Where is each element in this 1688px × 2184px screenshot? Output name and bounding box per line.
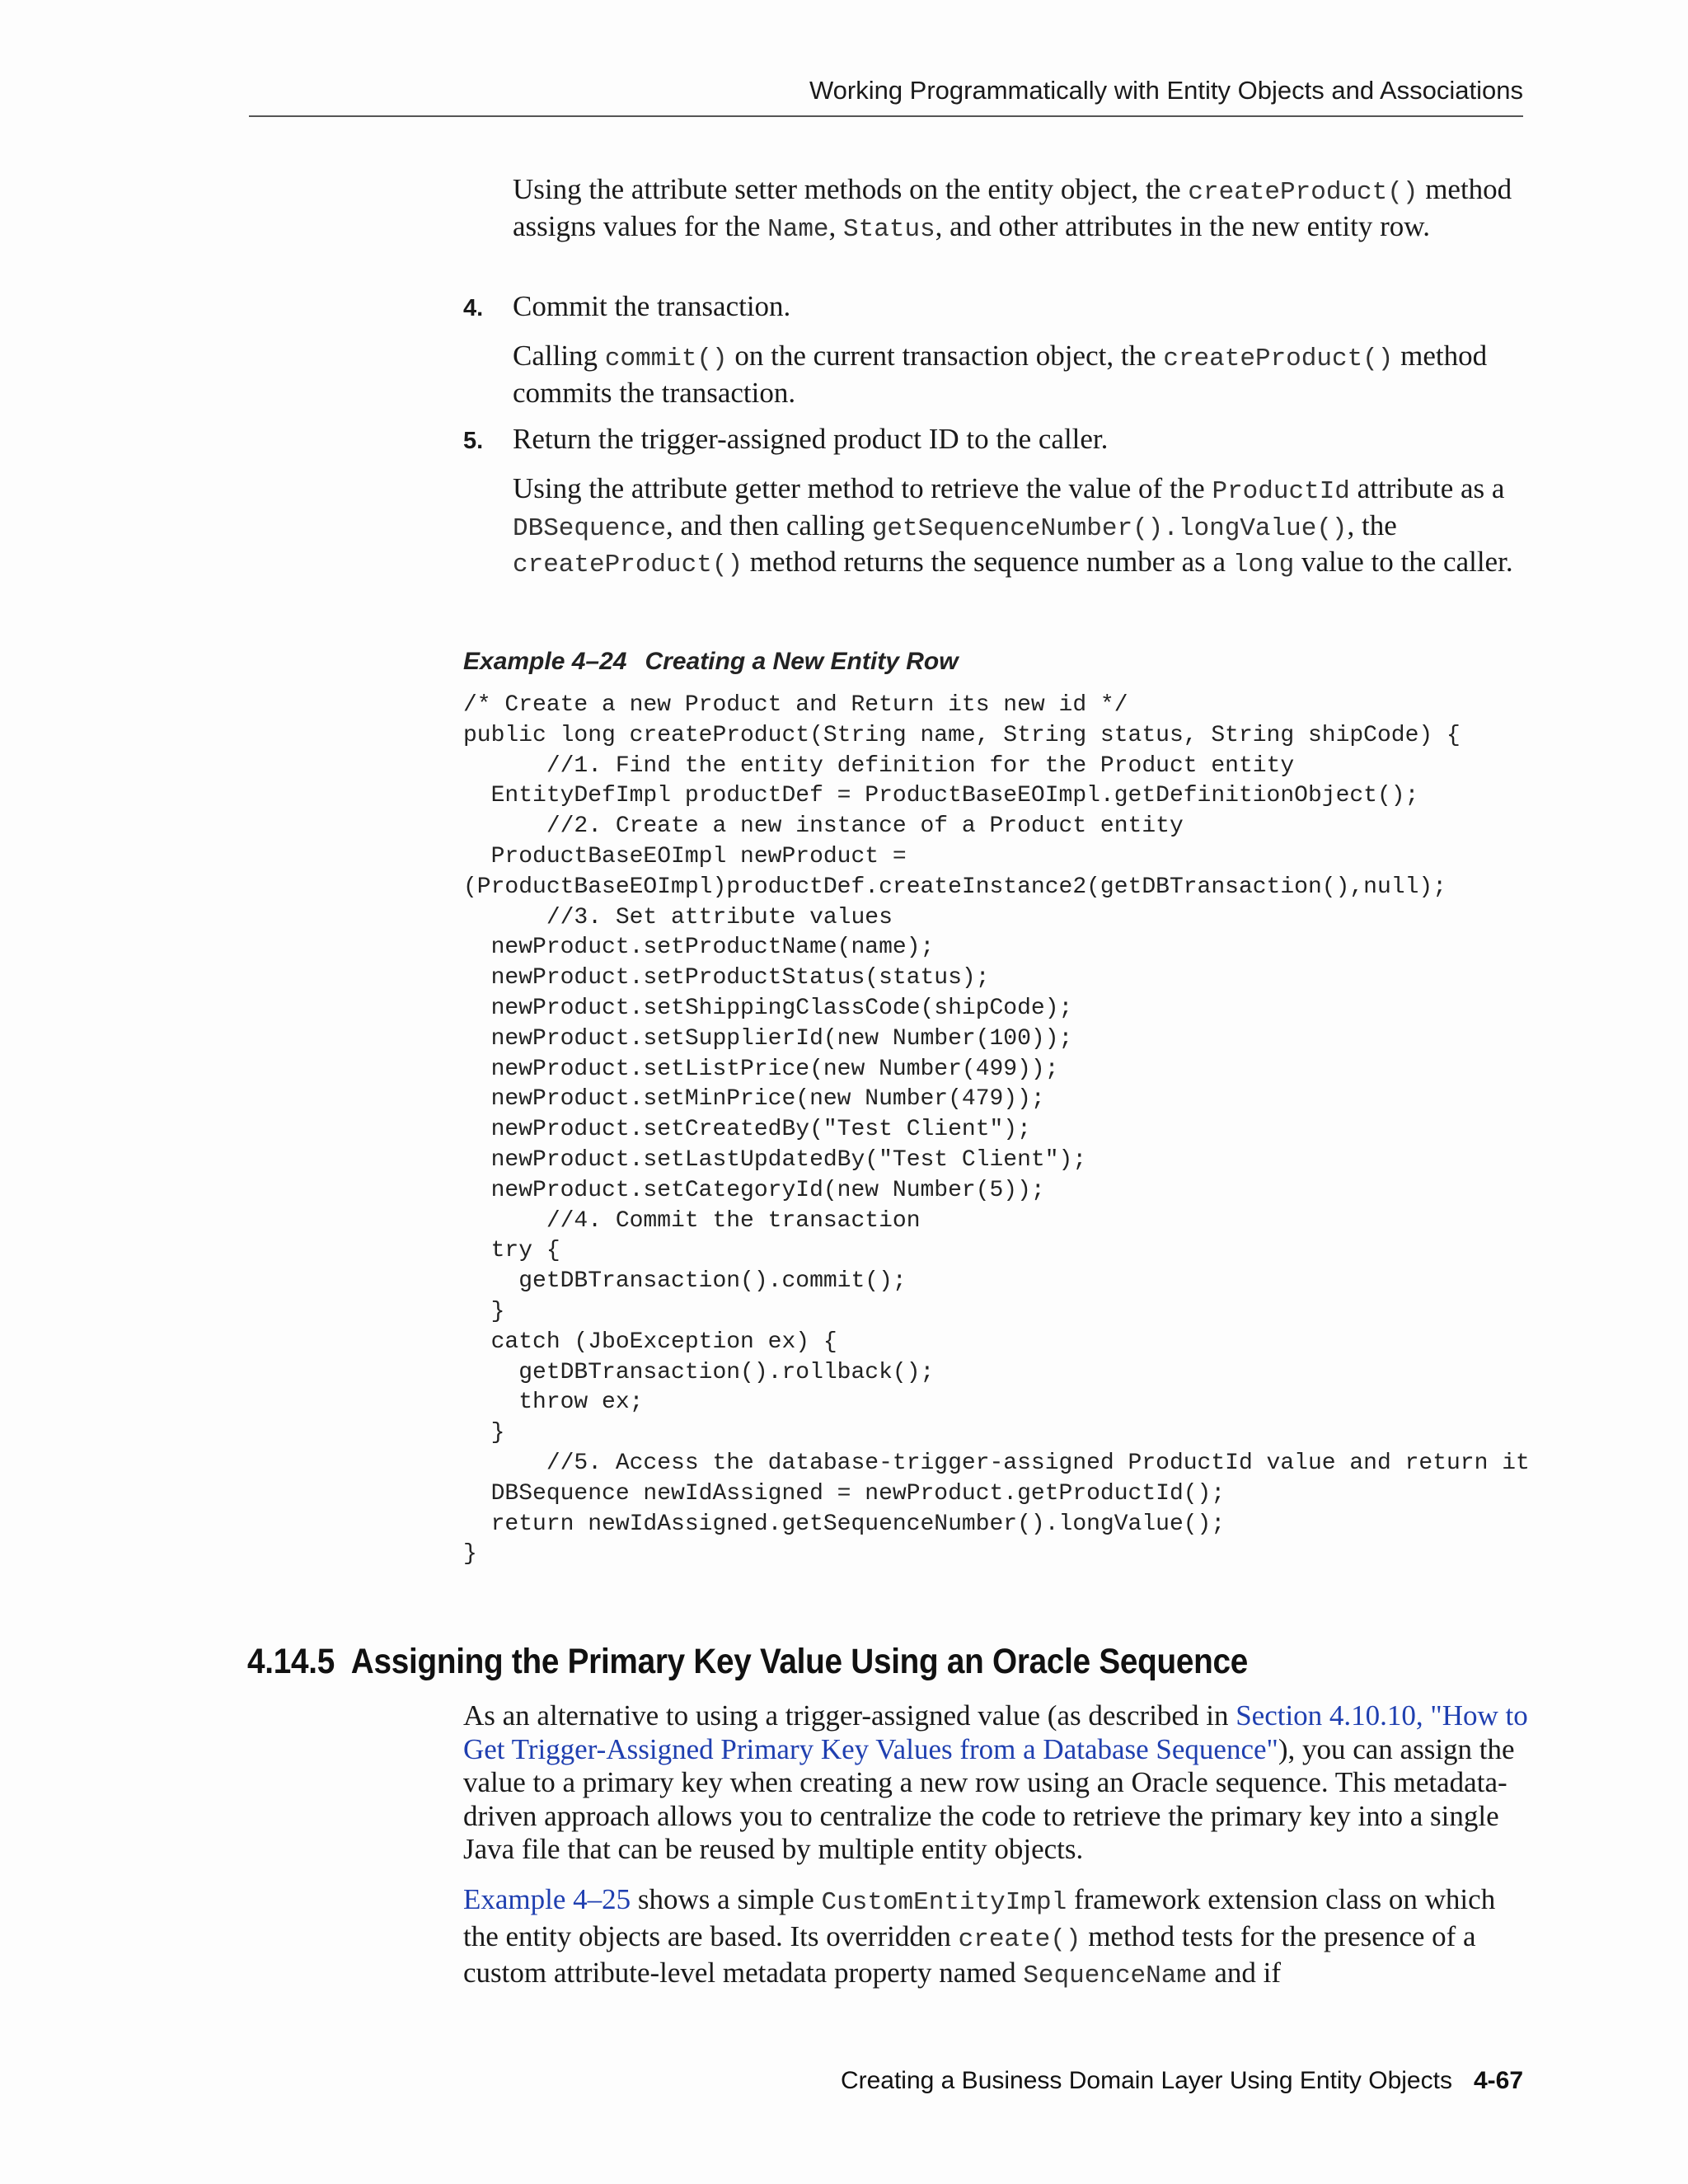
text: , and then calling xyxy=(666,509,872,541)
text: , and other attributes in the new entity row. xyxy=(935,209,1431,242)
header-divider xyxy=(249,115,1523,117)
code-line: } xyxy=(463,1420,505,1446)
code-create-product: createProduct() xyxy=(1163,344,1394,373)
step-number: 4. xyxy=(463,295,484,321)
code-getsequencenumber: getSequenceNumber().longValue() xyxy=(871,513,1348,543)
page-number: 4-67 xyxy=(1473,2067,1523,2094)
example-4-25-link[interactable]: Example 4–25 xyxy=(463,1883,631,1915)
code-create-product: createProduct() xyxy=(513,551,743,579)
code-customentityimpl: CustomEntityImpl xyxy=(821,1888,1067,1917)
step-number: 5. xyxy=(463,428,484,454)
code-line: } xyxy=(463,1298,505,1324)
code-line: throw ex; xyxy=(463,1390,644,1416)
text: Calling xyxy=(513,340,605,372)
running-header: Working Programmatically with Entity Objects and Associations xyxy=(809,76,1523,105)
text: framework extension class on which the entity objects are based. Its overridden xyxy=(463,1883,1496,1952)
code-line: catch (JboException ex) { xyxy=(463,1329,837,1355)
example-number: Example 4–24 xyxy=(463,648,627,675)
code-line: newProduct.setShippingClassCode(shipCode); xyxy=(463,995,1073,1021)
code-line: newProduct.setListPrice(new Number(499)); xyxy=(463,1056,1059,1082)
code-line: ProductBaseEOImpl newProduct = xyxy=(463,843,907,869)
code-line: newProduct.setSupplierId(new Number(100)); xyxy=(463,1025,1073,1052)
code-line: newProduct.setLastUpdatedBy("Test Client"); xyxy=(463,1146,1087,1173)
section-title: Assigning the Primary Key Value Using an Oracle Sequence xyxy=(350,1642,1249,1681)
code-line: newProduct.setCreatedBy("Test Client"); xyxy=(463,1117,1031,1143)
code-line: public long createProduct(String name, String status, String shipCode) { xyxy=(463,722,1461,748)
text: , xyxy=(828,209,844,242)
code-line: (ProductBaseEOImpl)productDef.createInstance2(getDBTransaction(),null); xyxy=(463,874,1447,900)
step-5 xyxy=(463,423,1108,457)
code-line: newProduct.setCategoryId(new Number(5)); xyxy=(463,1177,1045,1203)
step-4-description xyxy=(513,340,1531,410)
code-long: long xyxy=(1232,551,1295,579)
text: ), you can assign the value to a primary key when creating a new row using an Oracle sequence. This metadata-driven approach allows you to centralize the code to retrieve the primary key into a single Java file that can be reused by multiple entity objects. xyxy=(463,1732,1515,1865)
code-line: DBSequence newIdAssigned = newProduct.getProductId(); xyxy=(463,1480,1226,1507)
page-footer xyxy=(841,2067,1523,2095)
code-line: newProduct.setProductStatus(status); xyxy=(463,965,990,991)
section-paragraph-2 xyxy=(463,1883,1531,1994)
code-name: Name xyxy=(767,214,829,244)
code-line: //5. Access the database-trigger-assigned ProductId value and return it xyxy=(463,1450,1530,1476)
text: , the xyxy=(1347,509,1397,541)
section-paragraph-1 xyxy=(463,1699,1531,1867)
code-line: getDBTransaction().commit(); xyxy=(463,1268,907,1295)
step-5-description xyxy=(513,472,1531,583)
code-create: create() xyxy=(958,1924,1081,1954)
text: Using the attribute getter method to retrieve the value of the xyxy=(513,472,1212,504)
code-commit: commit() xyxy=(604,344,728,373)
code-line: getDBTransaction().rollback(); xyxy=(463,1359,935,1385)
example-caption xyxy=(463,648,959,676)
code-line: newProduct.setMinPrice(new Number(479)); xyxy=(463,1086,1045,1113)
footer-chapter-title: Creating a Business Domain Layer Using Entity Objects xyxy=(840,2067,1452,2094)
text: value to the caller. xyxy=(1294,546,1513,578)
text: Using the attribute setter methods on the entity object, the xyxy=(513,173,1189,205)
code-listing xyxy=(463,691,1530,1570)
step-4 xyxy=(463,290,790,325)
text: attribute as a xyxy=(1349,472,1505,504)
code-line: //4. Commit the transaction xyxy=(463,1207,921,1234)
code-line: return newIdAssigned.getSequenceNumber().longValue(); xyxy=(463,1511,1226,1537)
step-title: Commit the transaction. xyxy=(513,290,791,322)
code-line: newProduct.setProductName(name); xyxy=(463,935,935,961)
code-line: //1. Find the entity definition for the Product entity xyxy=(463,752,1295,779)
text: shows a simple xyxy=(631,1883,822,1915)
step-3-description xyxy=(513,173,1531,246)
code-productid: ProductId xyxy=(1212,477,1350,506)
code-status: Status xyxy=(843,214,935,244)
code-line: //3. Set attribute values xyxy=(463,904,893,930)
code-line: //2. Create a new instance of a Product entity xyxy=(463,813,1184,840)
code-line: EntityDefImpl productDef = ProductBaseEOImpl.getDefinitionObject(); xyxy=(463,783,1419,809)
step-title: Return the trigger-assigned product ID to the caller. xyxy=(513,423,1109,455)
text: and if xyxy=(1207,1957,1281,1989)
text: As an alternative to using a trigger-assigned value (as described in xyxy=(463,1699,1236,1732)
code-line: try { xyxy=(463,1238,560,1264)
example-title: Creating a New Entity Row xyxy=(645,648,959,675)
code-sequencename: SequenceName xyxy=(1023,1961,1207,1990)
section-number: 4.14.5 xyxy=(247,1642,335,1681)
section-heading xyxy=(247,1642,1248,1682)
code-dbsequence: DBSequence xyxy=(513,513,667,543)
text: method commits the transaction. xyxy=(513,340,1488,409)
code-line: /* Create a new Product and Return its new id */ xyxy=(463,692,1128,718)
text: on the current transaction object, the xyxy=(727,340,1164,372)
text: method returns the sequence number as a xyxy=(743,546,1233,578)
section-4-10-10-link[interactable]: Section 4.10.10, "How to Get Trigger-Assigned Primary Key Values from a Database Sequence" xyxy=(463,1699,1528,1765)
text: method tests for the presence of a custom attribute-level metadata property named xyxy=(463,1919,1476,1989)
code-line: } xyxy=(463,1541,477,1568)
code-create-product: createProduct() xyxy=(1188,178,1418,207)
text: method assigns values for the xyxy=(513,173,1512,242)
